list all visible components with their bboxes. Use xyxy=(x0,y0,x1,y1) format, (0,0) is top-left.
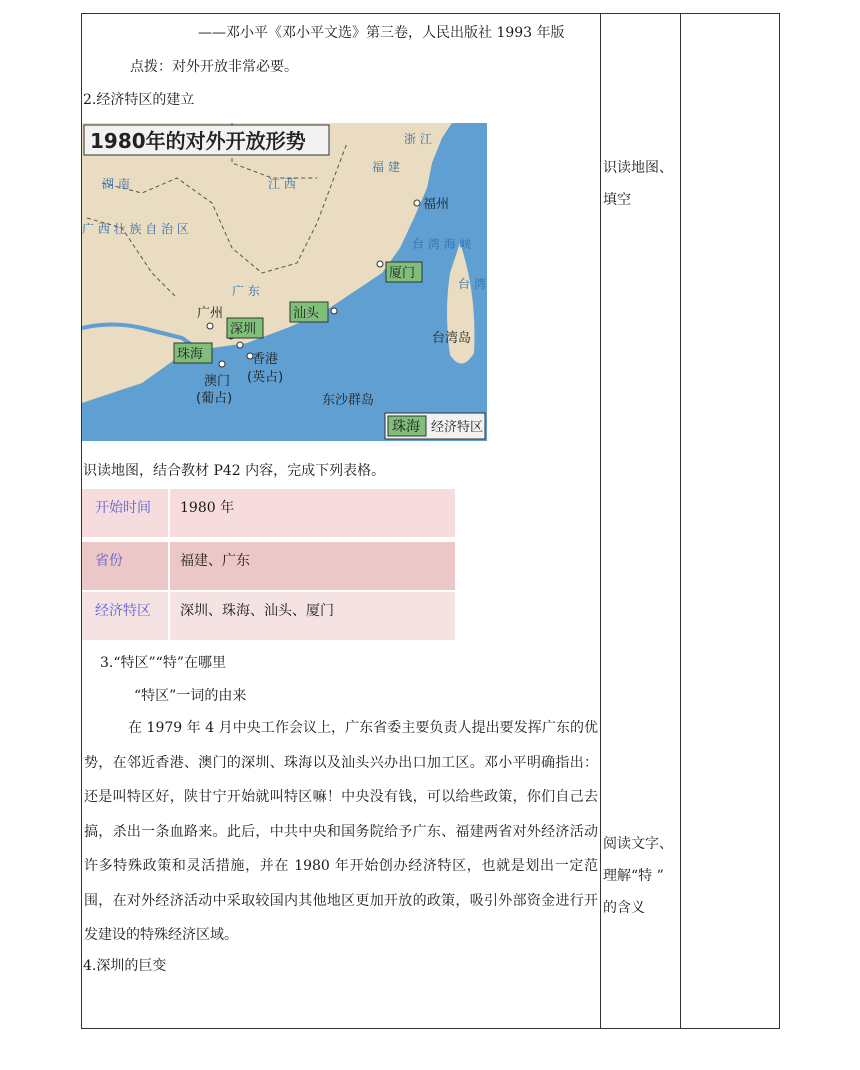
jiangxi-label: 江 西 xyxy=(268,177,296,191)
taiwan-label: 台 湾 xyxy=(458,277,486,291)
fuzhou-label: 福州 xyxy=(423,197,450,212)
guangdong-label: 广 东 xyxy=(232,284,260,298)
legend-key: 珠海 xyxy=(392,419,420,435)
taiwan-island-label: 台湾岛 xyxy=(432,331,472,346)
fuzhou-dot xyxy=(414,200,420,206)
zhuhai-dot xyxy=(237,342,243,348)
section3-title: 3.“特区”“特”在哪里 xyxy=(100,655,226,671)
map-title: 1980年的对外开放形势 xyxy=(90,129,306,153)
side-note-2 xyxy=(603,828,678,924)
column-divider-1 xyxy=(600,13,601,1029)
zhejiang-label: 浙 江 xyxy=(404,132,432,146)
xiamen-dot xyxy=(377,261,383,267)
zhuhai-label: 珠海 xyxy=(177,347,204,362)
section3-paragraph: 在 1979 年 4 月中央工作会议上，广东省委主要负责人提出要发挥广东的优势，在邻近香港、澳门的深圳、珠海以及汕头兴办出口加工区。邓小平明确指出：还是叫特区好，陕甘宁开始就叫特区嘛！中央没有钱，可以给些政策，你们自己去搞，杀出一条血路来。此后，中共中央和国务院给予广东、福建两省对外经济活动许多特殊政策和灵活措施，并在 1980 年开始创办经济特区，也就是划出一定范围，在对外经济活动中采取较国内其他地区更加开放的政策，吸引外部资金进行开发建设的特殊经济区域。 xyxy=(84,720,598,943)
side-note-1 xyxy=(603,152,678,216)
taiwan-strait-label: 台 湾 海 峡 xyxy=(412,237,472,251)
hint-text: 点拨：对外开放非常必要。 xyxy=(130,59,298,75)
shantou-dot xyxy=(331,308,337,314)
fujian-label: 福 建 xyxy=(372,160,400,174)
dongsha-label: 东沙群岛 xyxy=(322,393,375,408)
table-value: 1980 年 xyxy=(168,489,455,537)
side-note-line: 阅读文字、 xyxy=(603,836,673,852)
table-head: 省份 xyxy=(95,553,123,569)
section4-title: 4.深圳的巨变 xyxy=(83,958,167,974)
hongkong-label: 香港 xyxy=(252,352,279,367)
section3-subtitle: “特区”一词的由来 xyxy=(134,688,247,704)
table-value: 福建、广东 xyxy=(168,542,455,590)
table-row-zones xyxy=(82,592,455,640)
table-head: 开始时间 xyxy=(95,500,151,516)
table-head: 经济特区 xyxy=(95,603,151,619)
section2-title: 2.经济特区的建立 xyxy=(83,92,195,108)
table-row-start-time xyxy=(82,489,455,537)
macau-note: (葡占) xyxy=(196,391,233,406)
guangzhou-dot xyxy=(207,323,213,329)
map-1980-opening xyxy=(82,123,487,441)
hunan-label: 湖 南 xyxy=(102,177,130,191)
side-note-line: 填空 xyxy=(603,192,631,208)
hongkong-note: (英占) xyxy=(247,370,284,385)
side-note-line: 理解“特 ” xyxy=(603,868,664,884)
xiamen-label: 厦门 xyxy=(389,266,416,281)
table-value: 深圳、珠海、汕头、厦门 xyxy=(168,592,455,640)
legend-text: 经济特区 xyxy=(431,420,484,435)
side-note-line: 识读地图、 xyxy=(603,160,673,176)
macau-label: 澳门 xyxy=(204,374,231,389)
guangxi-label: 广 西 壮 族 自 治 区 xyxy=(82,222,189,236)
shantou-label: 汕头 xyxy=(293,306,320,321)
column-divider-2 xyxy=(680,13,681,1029)
quote-source: ——邓小平《邓小平文选》第三卷，人民出版社 1993 年版 xyxy=(198,25,565,41)
map-graphic xyxy=(82,123,487,441)
shenzhen-label: 深圳 xyxy=(230,322,257,337)
table-row-province xyxy=(82,542,455,590)
guangzhou-label: 广州 xyxy=(197,306,224,321)
instruction-text: 识读地图，结合教材 P42 内容，完成下列表格。 xyxy=(83,463,386,479)
side-note-line: 的含义 xyxy=(603,900,645,916)
macau-dot xyxy=(219,361,225,367)
